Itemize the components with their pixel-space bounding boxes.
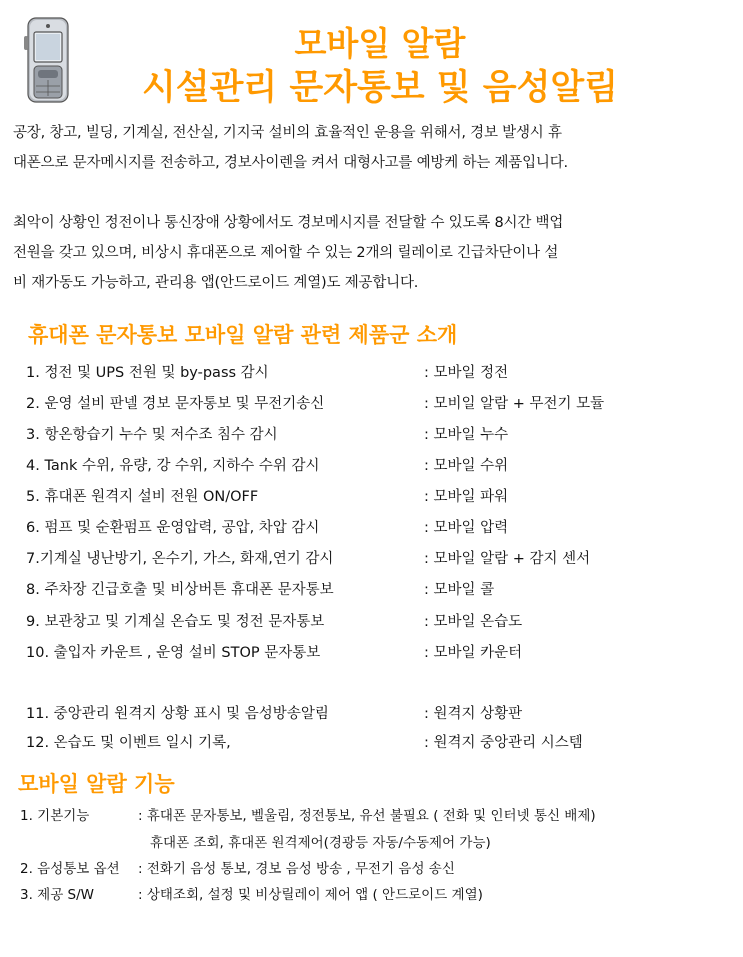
product-name: 4. Tank 수위, 유량, 강 수위, 지하수 수위 감시	[26, 458, 320, 474]
page-title-line2: 시설관리 문자통보 및 음성알림	[141, 68, 619, 108]
product-name: 2. 운영 설비 판넬 경보 문자통보 및 무전기송신	[26, 396, 325, 412]
products-heading: 휴대폰 문자통보 모바일 알람 관련 제품군 소개	[28, 323, 458, 347]
product-code: : 모바일 정전	[424, 365, 509, 381]
feature-label-voice: 2. 음성통보 옵션	[20, 861, 120, 877]
product-name: 5. 휴대폰 원격지 설비 전원 ON/OFF	[26, 489, 259, 505]
product-name: 9. 보관창고 및 기계실 온습도 및 정전 문자통보	[26, 614, 325, 630]
feature-text-basic-2: 휴대폰 조회, 휴대폰 원격제어(경광등 자동/수동제어 가능)	[150, 835, 491, 851]
product-name: 1. 정전 및 UPS 전원 및 by-pass 감시	[26, 365, 269, 381]
product-code: : 원격지 중앙관리 시스템	[424, 735, 583, 751]
product-name: 8. 주차장 긴급호출 및 비상버튼 휴대폰 문자통보	[26, 582, 334, 598]
intro-line: 전원을 갖고 있으며, 비상시 휴대폰으로 제어할 수 있는 2개의 릴레이로 긴급차단이나 설	[13, 245, 559, 261]
product-code: : 모비일 알람 + 무전기 모듈	[424, 396, 605, 412]
intro-line: 비 재가동도 가능하고, 관리용 앱(안드로이드 계열)도 제공합니다.	[13, 275, 419, 291]
intro-paragraph-2	[13, 208, 733, 298]
feature-text-basic: : 휴대폰 문자통보, 벨울림, 정전통보, 유선 불필요 ( 전화 및 인터넷 통신 배제)	[138, 808, 596, 824]
feature-text-sw: : 상태조회, 설정 및 비상릴레이 제어 앱 ( 안드로이드 계열)	[138, 887, 483, 903]
page-title-line1: 모바일 알람	[294, 24, 466, 63]
product-name: 6. 펌프 및 순환펌프 운영압력, 공압, 차압 감시	[26, 520, 320, 536]
product-name: 10. 출입자 카운트 , 운영 설비 STOP 문자통보	[26, 645, 321, 661]
product-code: : 모바일 알람 + 감지 센서	[424, 551, 591, 567]
intro-line: 대폰으로 문자메시지를 전송하고, 경보사이렌을 켜서 대형사고를 예방케 하는 제품입니다.	[13, 155, 568, 171]
features-heading: 모바일 알람 기능	[18, 772, 175, 796]
intro-line: 최악이 상황인 정전이나 통신장애 상황에서도 경보메시지를 전달할 수 있도록 8시간 백업	[13, 215, 564, 231]
product-code: : 모바일 파워	[424, 489, 509, 505]
product-name: 3. 항온항습기 누수 및 저수조 침수 감시	[26, 427, 278, 443]
feature-label-basic: 1. 기본기능	[20, 808, 90, 824]
intro-line: 공장, 창고, 빌딩, 기계실, 전산실, 기지국 설비의 효율적인 운용을 위해서, 경보 발생시 휴	[13, 125, 562, 141]
product-name: 12. 온습도 및 이벤트 일시 기록,	[26, 735, 231, 751]
product-name: 7.기계실 냉난방기, 온수기, 가스, 화재,연기 감시	[26, 551, 334, 567]
product-code: : 모바일 콜	[424, 582, 495, 598]
product-code: : 모바일 압력	[424, 520, 509, 536]
product-code: : 모바일 누수	[424, 427, 509, 443]
product-code: : 모바일 카운터	[424, 645, 523, 661]
intro-paragraph-1	[13, 118, 733, 178]
product-code: : 모바일 온습도	[424, 614, 523, 630]
feature-text-voice: : 전화기 음성 통보, 경보 음성 방송 , 무전기 음성 송신	[138, 861, 455, 877]
product-code: : 원격지 상황판	[424, 706, 523, 722]
feature-label-sw: 3. 제공 S/W	[20, 887, 95, 903]
product-name: 11. 중앙관리 원격지 상황 표시 및 음성방송알림	[26, 706, 329, 722]
product-code: : 모바일 수위	[424, 458, 509, 474]
